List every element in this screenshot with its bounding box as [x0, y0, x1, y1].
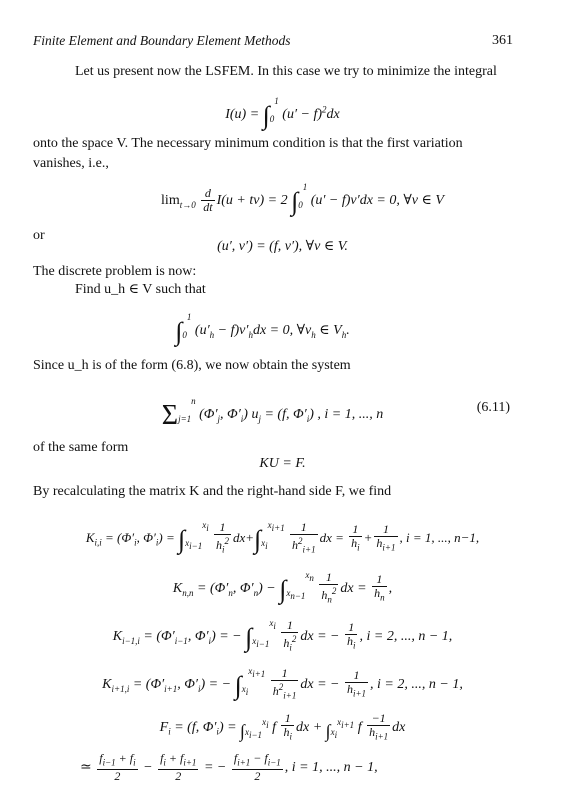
- paragraph-same-form: of the same form: [33, 440, 129, 455]
- paragraph-recalculating: By recalculating the matrix K and the right-hand side F, we find: [33, 484, 392, 499]
- paragraph-find: Find u_h ∈ V such that: [75, 282, 206, 297]
- equation-knn: $K_{n,n} = (\Phi'_n$, $\Phi'_n) - \int_{x_{n-1}}^{x_n}$ $\frac{1}{h_n^2}$ dx = $\frac{1}{h_n}$ ,: [172, 570, 393, 605]
- equation-k-upper: $K_{i+1,i} = (\Phi'_{i+1}$, $\Phi'_i$) = − $\int_{x_i}^{x_{i+1}}$ $\frac{1}{h^2_{i+1}}$ dx = − $\frac{1}{h_{i+1}}$ , i = 2, ..., n − 1,: [102, 666, 463, 701]
- equation-fi: $F_i = (f$, $\Phi'_i) = \int_{x_{i-1}}^{x_i}$ f $\frac{1}{h_i}$ dx + $\int_{x_i}^{x_{i+1}}$ f $\frac{-1}{h_{i+1}}$ dx: [159, 711, 406, 742]
- page-number: 361: [492, 33, 513, 48]
- equation-system: $\Sigma_{j=1}^n$ ($\Phi'_j$, $\Phi'_i$) $u_j = (f$, $\Phi'_i$) , i = 1, ..., n: [161, 396, 384, 431]
- paragraph-intro: Let us present now the LSFEM. In this case we try to minimize the integral: [75, 64, 497, 79]
- equation-discrete: $\int_0^1$ $(u'_h - f)v'_hdx = 0$, $\forall v_h$ ∈ $V_h$.: [175, 312, 350, 346]
- paragraph-or: or: [33, 228, 45, 243]
- equation-first-variation: $\lim_{t\to 0}$ $\frac{d}{dt}$ I(u + tv) = 2 $\int_0^1$ (u′ − f)v′dx = 0, ∀v ∈ V: [161, 182, 444, 216]
- equation-kii: $K_{i,i} = (\Phi'_i$, $\Phi'_i) = \int_{x_{i-1}}^{x_i}$ $\frac{1}{h_i^2}$ $dx+\int_{x_i}^{x_{i+1}}$ $\frac{1}{h^2_{i+1}}$ dx = $\frac{1}{h_i}$ + $\frac{1}{h_{i+1}}$ , i = 1, ..., n−1,: [85, 520, 480, 555]
- equation-functional: $I(u) = \int_0^1$ $(u' - f)^2dx$: [225, 96, 340, 130]
- equation-k-lower: $K_{i-1,i} = (\Phi'_{i-1}$, $\Phi'_i$) = − $\int_{x_{i-1}}^{x_i}$ $\frac{1}{h_i^2}$ dx = − $\frac{1}{h_i}$ , i = 2, ..., n − 1,: [112, 618, 453, 653]
- equation-number: (6.11): [476, 400, 510, 415]
- equation-kuf: KU = F.: [259, 456, 306, 471]
- paragraph-minimum-condition: onto the space V. The necessary minimum condition is that the first variation vanishes, i.e.,: [33, 136, 463, 171]
- equation-weak-form: (u′, v′) = (f, v′), ∀v ∈ V.: [217, 239, 348, 254]
- equation-fi-approx: ≃ $\frac{f_{i-1} + f_i}{2}$ − $\frac{f_i + f_{i+1}}{2}$ = − $\frac{f_{i+1} - f_{i-1}}{2}$ , i = 1, ..., n − 1,: [80, 751, 378, 784]
- running-header-title: Finite Element and Boundary Element Methods: [33, 33, 291, 48]
- paragraph-since: Since u_h is of the form (6.8), we now obtain the system: [33, 358, 351, 373]
- paragraph-discrete-problem: The discrete problem is now:: [33, 264, 197, 279]
